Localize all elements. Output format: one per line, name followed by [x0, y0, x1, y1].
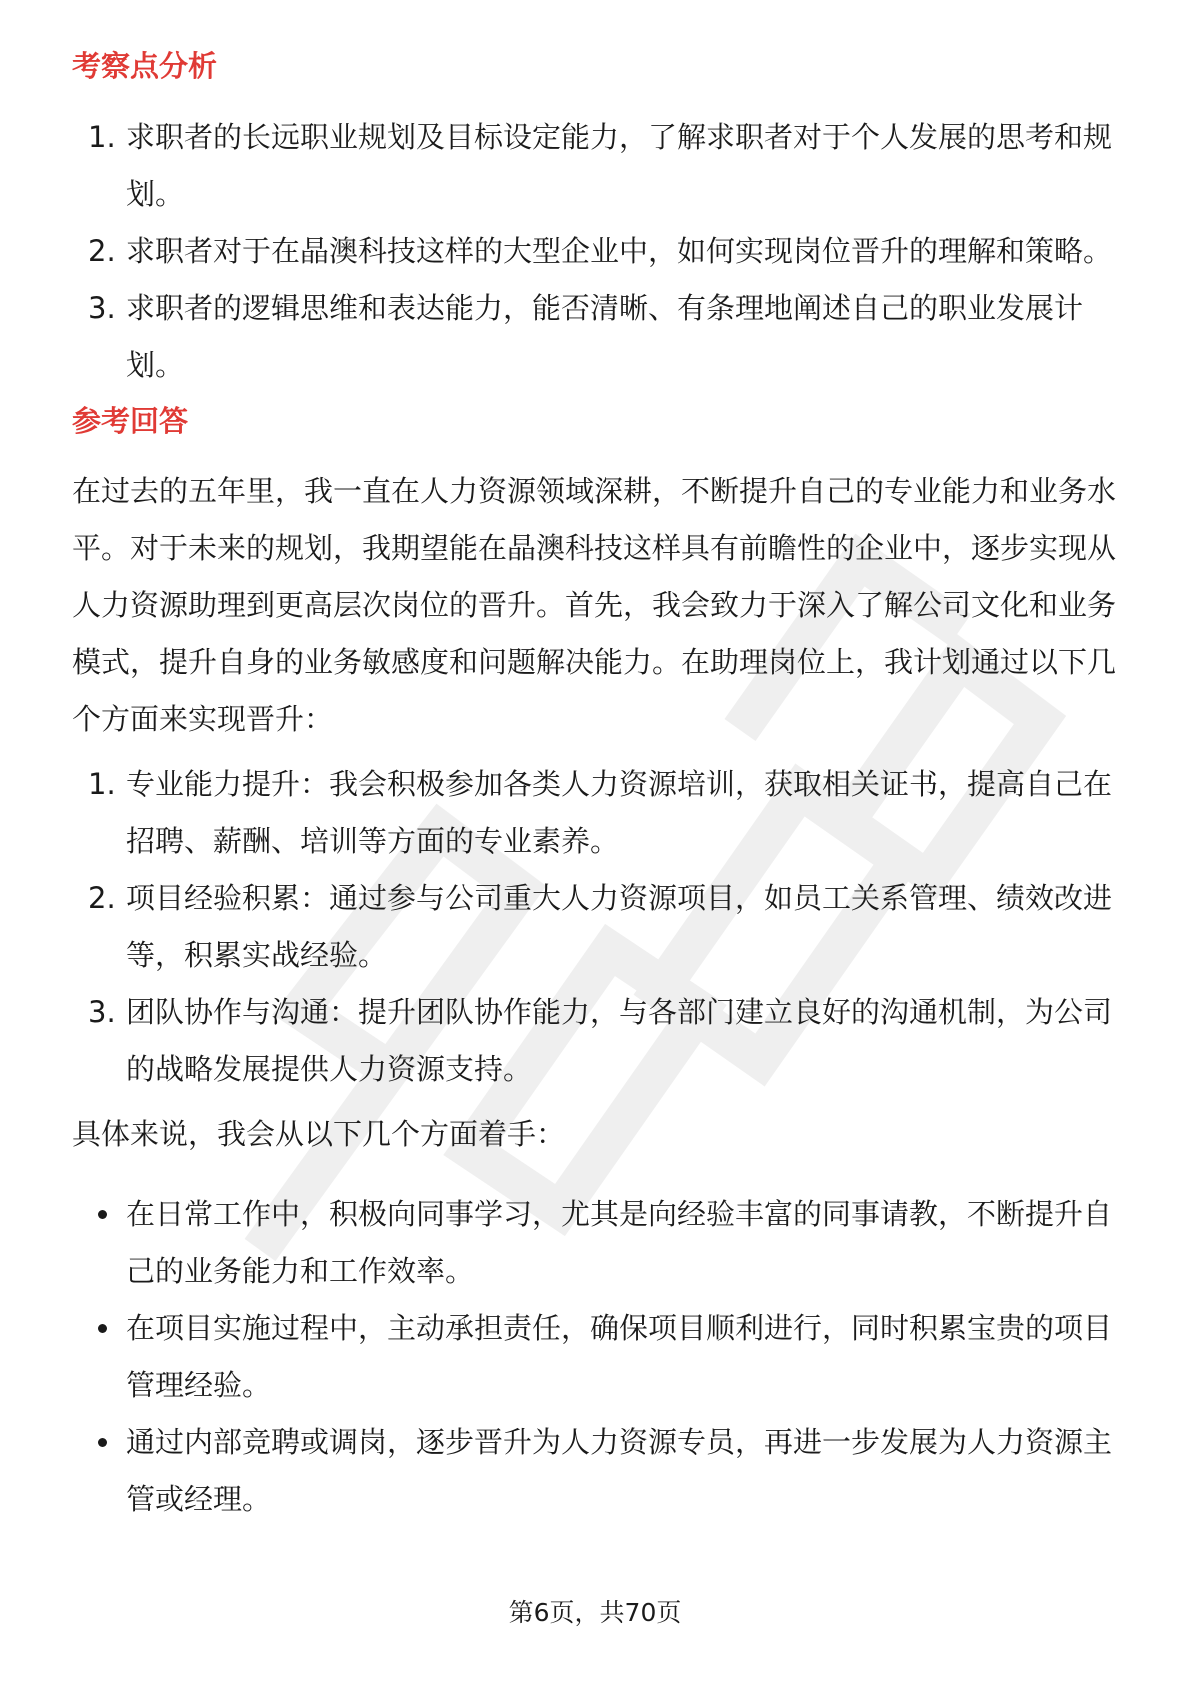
section-title-answer: 参考回答	[72, 404, 189, 438]
list-item-text: 团队协作与沟通：提升团队协作能力，与各部门建立良好的沟通机制，为公司的战略发展提供人力资源支持。	[126, 995, 1113, 1086]
list-item	[72, 109, 1122, 223]
list-number: 2.	[88, 881, 116, 915]
list-item-text: 专业能力提升：我会积极参加各类人力资源培训，获取相关证书，提高自己在招聘、薪酬、培训等方面的专业素养。	[126, 767, 1113, 858]
list-number: 3.	[88, 995, 116, 1029]
bullet-icon	[98, 1438, 107, 1447]
list-number: 1.	[88, 767, 116, 801]
list-item	[72, 1300, 1122, 1414]
section-title-analysis: 考察点分析	[72, 49, 218, 83]
list-item-text: 求职者的逻辑思维和表达能力，能否清晰、有条理地阐述自己的职业发展计划。	[126, 291, 1084, 382]
list-item-text: 通过内部竞聘或调岗，逐步晋升为人力资源专员，再进一步发展为人力资源主管或经理。	[126, 1425, 1113, 1516]
list-number: 3.	[88, 291, 116, 325]
list-number: 1.	[88, 120, 116, 154]
list-item	[72, 280, 1122, 394]
list-item	[72, 984, 1122, 1098]
bullet-icon	[98, 1210, 107, 1219]
list-item-text: 求职者对于在晶澳科技这样的大型企业中，如何实现岗位晋升的理解和策略。	[126, 234, 1113, 268]
list-item	[72, 223, 1122, 280]
answer-intro-paragraph: 在过去的五年里，我一直在人力资源领域深耕，不断提升自己的专业能力和业务水平。对于未来的规划，我期望能在晶澳科技这样具有前瞻性的企业中，逐步实现从人力资源助理到更高层次岗位的晋升。首先，我会致力于深入了解公司文化和业务模式，提升自身的业务敏感度和问题解决能力。在助理岗位上，我计划通过以下几个方面来实现晋升：	[72, 474, 1117, 736]
list-item	[72, 1186, 1122, 1300]
answer-bullet-list	[72, 1186, 1122, 1528]
specific-paragraph: 具体来说，我会从以下几个方面着手：	[72, 1117, 566, 1151]
analysis-list	[72, 109, 1122, 394]
list-number: 2.	[88, 234, 116, 268]
list-item	[72, 1414, 1122, 1528]
page-number: 第6页，共70页	[508, 1598, 682, 1627]
list-item-text: 在项目实施过程中，主动承担责任，确保项目顺利进行，同时积累宝贵的项目管理经验。	[126, 1311, 1113, 1402]
bullet-icon	[98, 1324, 107, 1333]
list-item	[72, 870, 1122, 984]
answer-numbered-list	[72, 756, 1122, 1098]
list-item-text: 在日常工作中，积极向同事学习，尤其是向经验丰富的同事请教，不断提升自己的业务能力和工作效率。	[126, 1197, 1113, 1288]
list-item-text: 求职者的长远职业规划及目标设定能力，了解求职者对于个人发展的思考和规划。	[126, 120, 1113, 211]
list-item	[72, 756, 1122, 870]
list-item-text: 项目经验积累：通过参与公司重大人力资源项目，如员工关系管理、绩效改进等，积累实战经验。	[126, 881, 1113, 972]
